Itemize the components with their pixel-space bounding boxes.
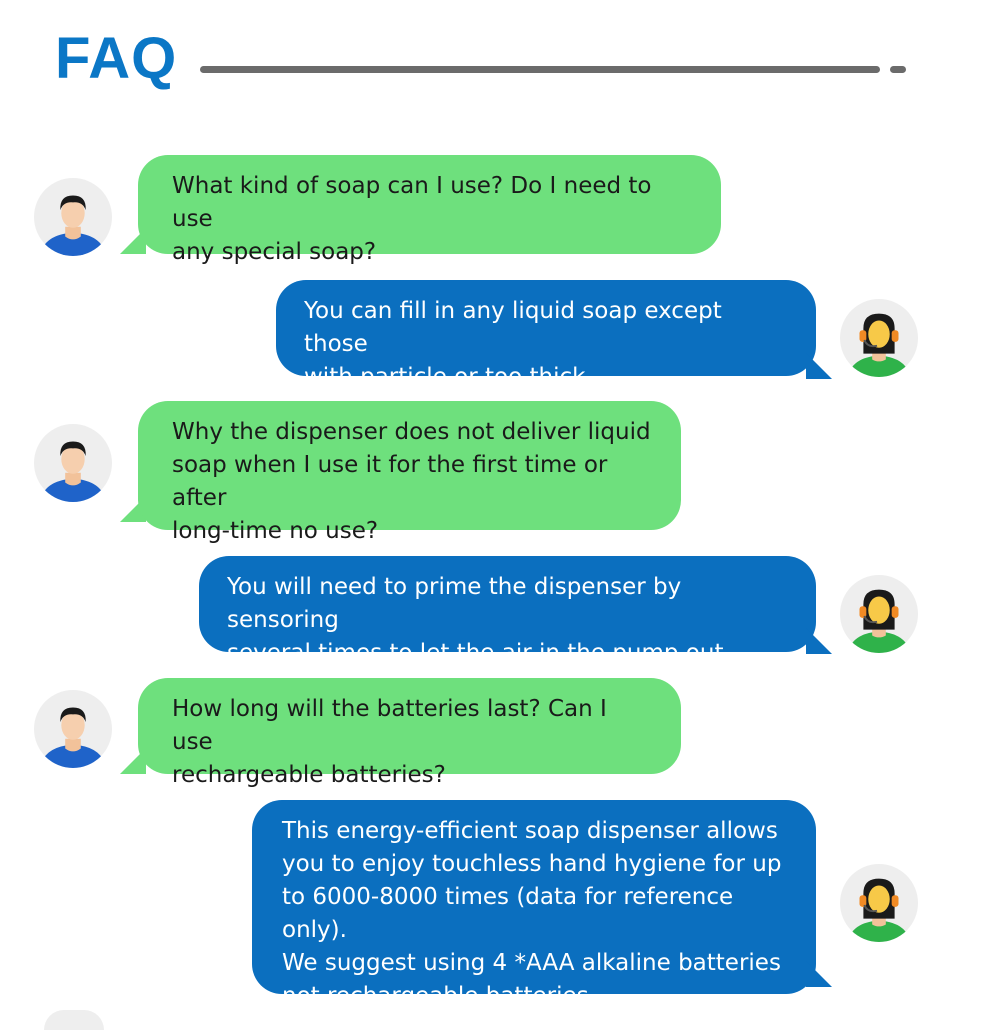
- answer-bubble-tail: [806, 353, 832, 379]
- customer-question-bubble: Why the dispenser does not deliver liquid soap when I use it for the first time or after long-time no use?: [138, 401, 681, 530]
- customer-question-bubble: How long will the batteries last? Can I use rechargeable batteries?: [138, 678, 681, 774]
- answer-bubble-tail: [806, 628, 832, 654]
- support-answer-bubble: This energy-efficient soap dispenser allows you to enjoy touchless hand hygiene for up to 6000-8000 times (data for reference only). We suggest using 4 *AAA alkaline batteries not rechargeable batteries.: [252, 800, 816, 994]
- support-agent-avatar-icon: [840, 575, 918, 653]
- customer-avatar-icon: [34, 690, 112, 768]
- title-divider-dot: [890, 66, 906, 73]
- support-agent-avatar-icon: [840, 299, 918, 377]
- customer-avatar-icon: [34, 178, 112, 256]
- customer-question-bubble: What kind of soap can I use? Do I need to use any special soap?: [138, 155, 721, 254]
- customer-avatar-icon: [34, 424, 112, 502]
- support-answer-bubble: You can fill in any liquid soap except those with particle or too thick.: [276, 280, 816, 376]
- page-title: FAQ: [55, 26, 178, 91]
- answer-bubble-tail: [806, 961, 832, 987]
- support-answer-bubble: You will need to prime the dispenser by sensoring several times to let the air in the pump out.: [199, 556, 816, 652]
- title-divider: [200, 66, 880, 73]
- support-agent-avatar-icon: [840, 864, 918, 942]
- customer-avatar-icon: [44, 1010, 104, 1030]
